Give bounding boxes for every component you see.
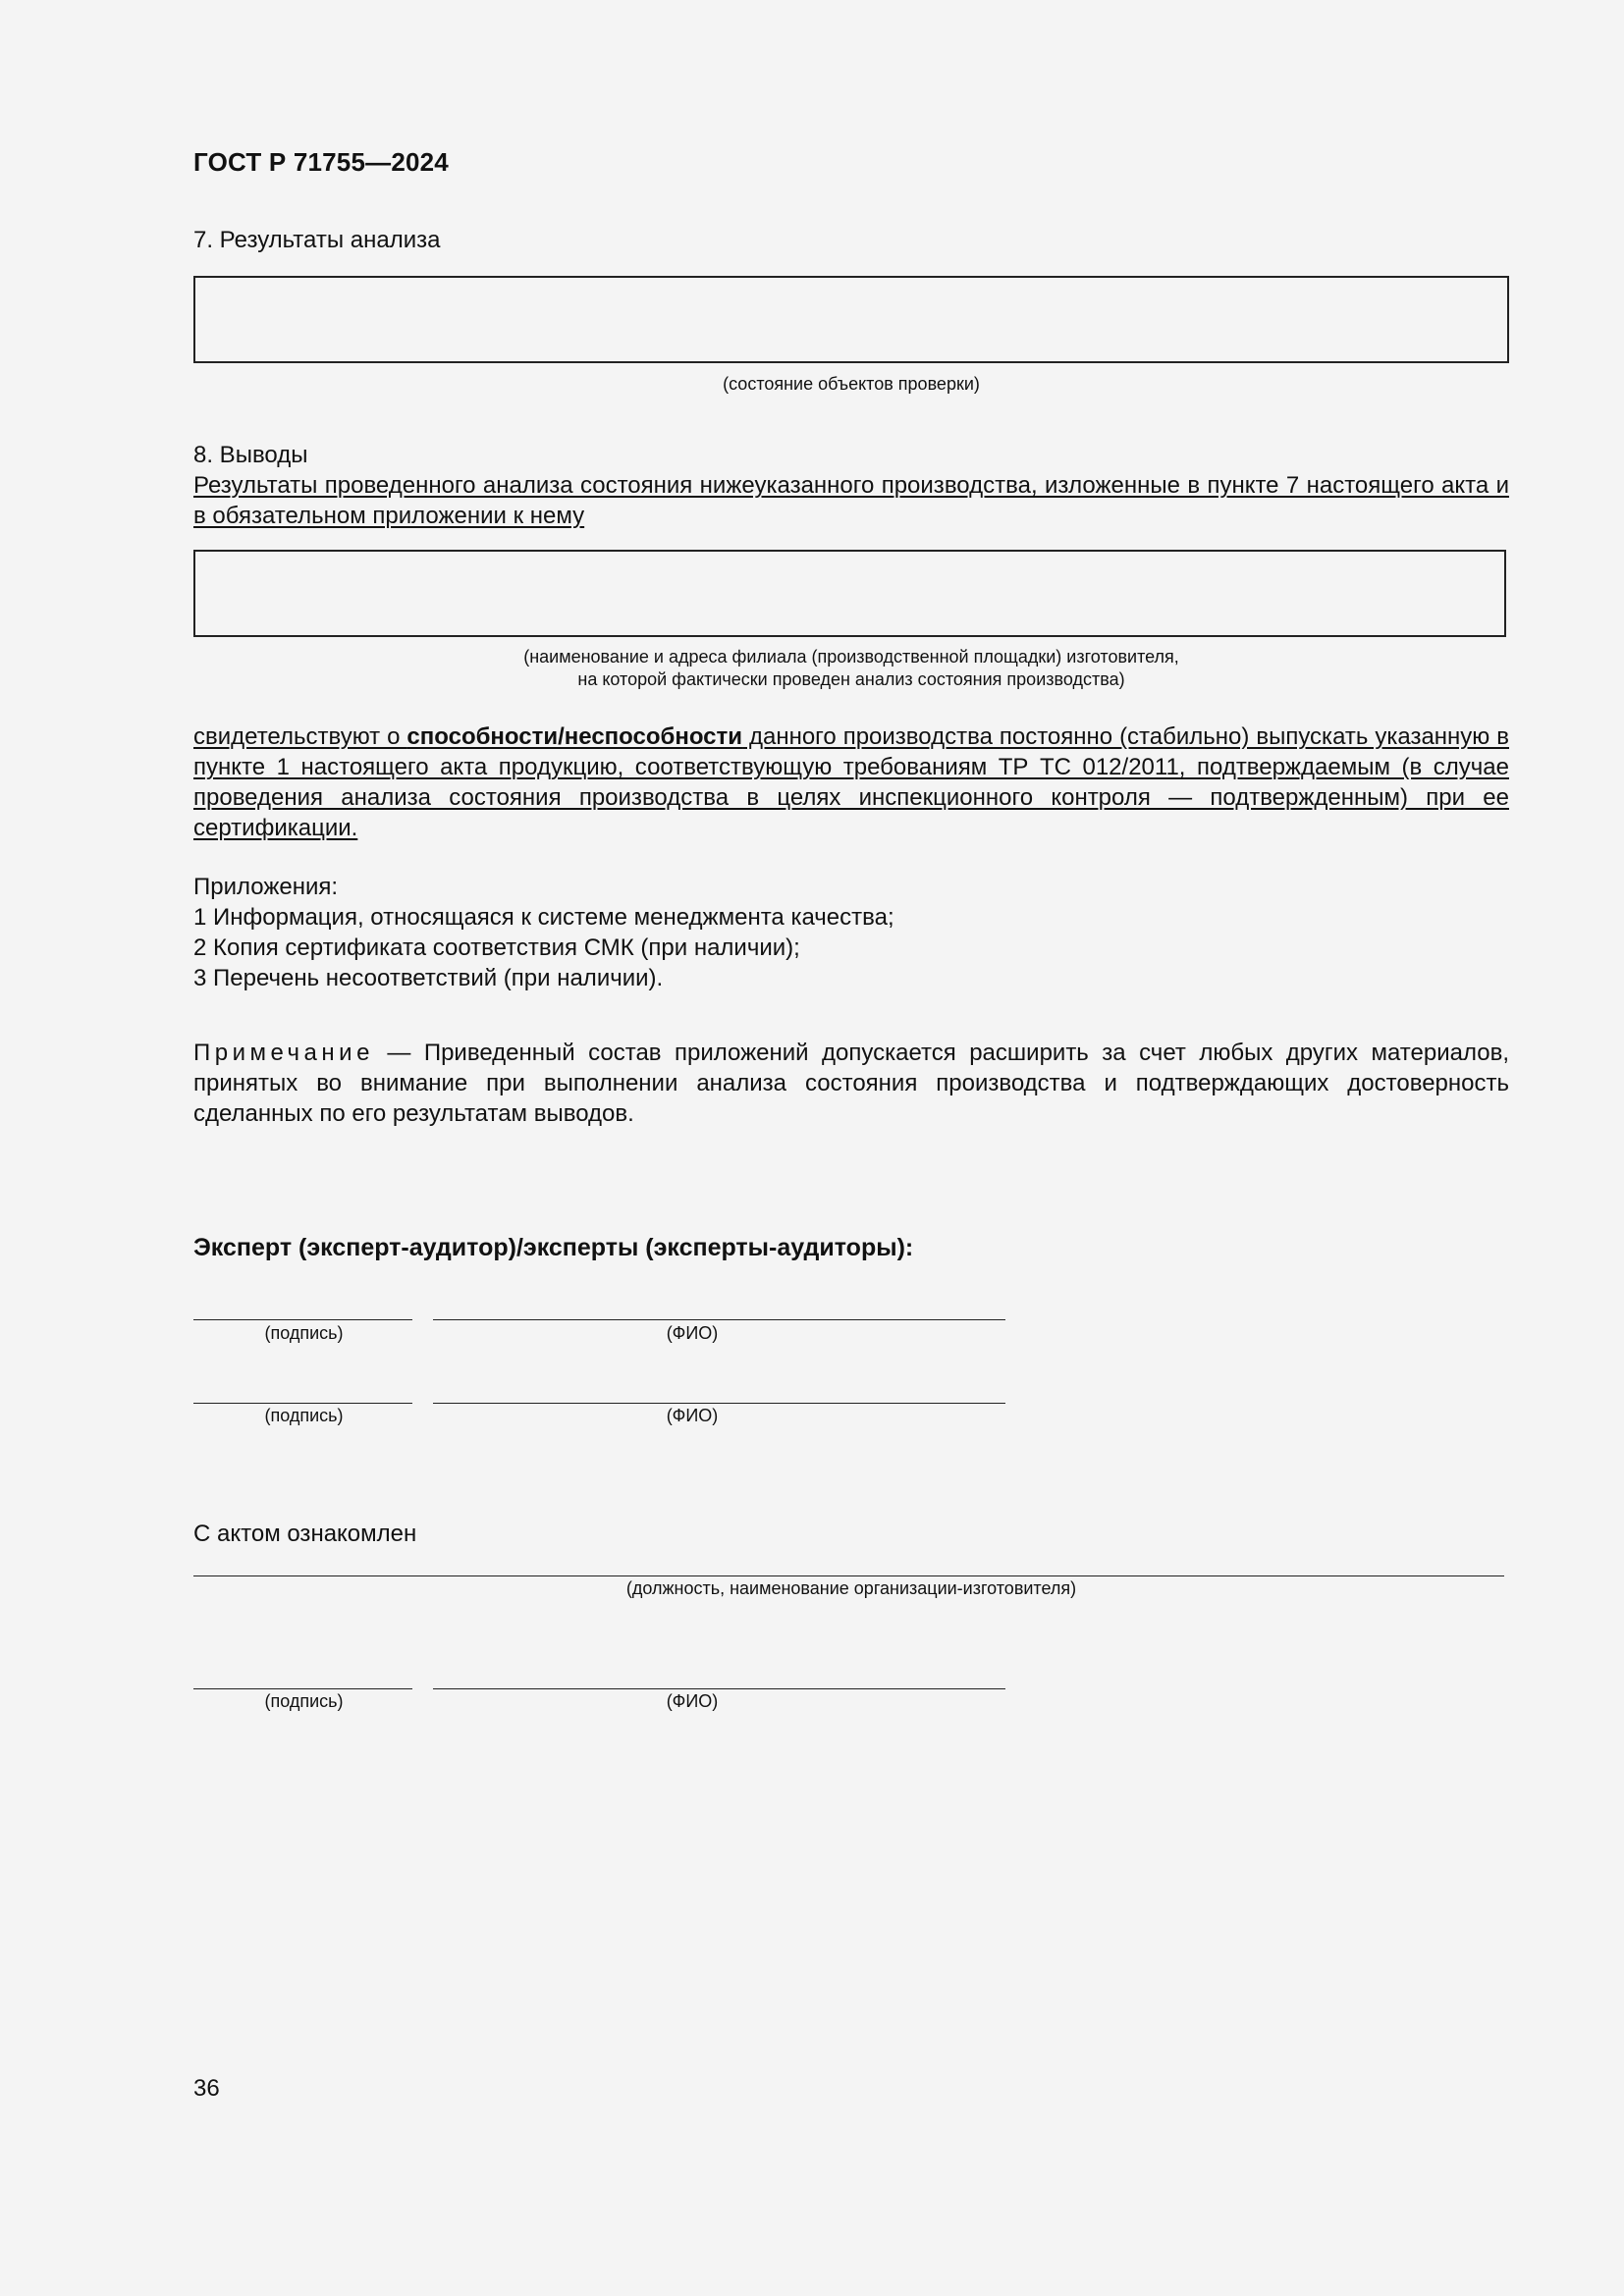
expert-1-name-line[interactable] (433, 1319, 1005, 1320)
analysis-results-field[interactable] (193, 276, 1509, 363)
acknowledger-name-caption: (ФИО) (666, 1691, 719, 1711)
expert-1-signature-caption: (подпись) (264, 1323, 344, 1343)
expert-1-signature-line[interactable] (193, 1319, 412, 1320)
branch-address-caption-line-1: (наименование и адреса филиала (производственной площадки) изготовителя, (523, 647, 1179, 667)
position-organization-line[interactable] (193, 1575, 1504, 1576)
branch-address-caption (193, 646, 1509, 691)
expert-2-name-line[interactable] (433, 1403, 1005, 1404)
section-8-title: 8. Выводы (193, 442, 308, 468)
expert-2-signature-line[interactable] (193, 1403, 412, 1404)
branch-address-field[interactable] (193, 550, 1506, 637)
position-organization-caption: (должность, наименование организации-изготовителя) (625, 1578, 1077, 1598)
conclusion-text-after: данного производства постоянно (стабильно) выпускать указанную в пункте 1 настоящего акта продукцию, соответствующую требованиям ТР ТС 012/2011, подтверждаемым (в случае проведения анализа состояния производства в целях инспекционного контроля — подтвержденным) при ее сертификации. (193, 723, 1509, 841)
appendix-item-2: 2 Копия сертификата соответствия СМК (при наличии); (193, 934, 800, 961)
appendices-title: Приложения: (193, 874, 339, 900)
page-number: 36 (193, 2075, 220, 2102)
note-paragraph (193, 1038, 1509, 1129)
acknowledger-name-line[interactable] (433, 1688, 1005, 1689)
note-label: Примечание (193, 1040, 374, 1066)
conclusion-paragraph (193, 721, 1509, 843)
appendices-block (193, 872, 894, 993)
acknowledger-signature-caption: (подпись) (264, 1691, 344, 1711)
conclusion-capability-term: способности/неспособности (406, 723, 743, 750)
branch-address-caption-line-2: на которой фактически проведен анализ состояния производства) (577, 669, 1125, 689)
analysis-results-caption: (состояние объектов проверки) (723, 374, 980, 394)
appendix-item-1: 1 Информация, относящаяся к системе менеджмента качества; (193, 904, 894, 931)
note-text: — Приведенный состав приложений допускается расширить за счет любых других материалов, принятых во внимание при выполнении анализа состояния производства и подтверждающих достоверность сделанных по его результатам выводов. (193, 1040, 1509, 1127)
conclusions-intro: Результаты проведенного анализа состояния нижеуказанного производства, изложенные в пункте 7 настоящего акта и в обязательном приложении к нему (193, 472, 1509, 529)
section-7-title: 7. Результаты анализа (193, 227, 441, 253)
expert-2-signature-caption: (подпись) (264, 1406, 344, 1425)
expert-2-name-caption: (ФИО) (666, 1406, 719, 1425)
experts-title: Эксперт (эксперт-аудитор)/эксперты (эксперты-аудиторы): (193, 1234, 914, 1261)
expert-1-name-caption: (ФИО) (666, 1323, 719, 1343)
acknowledger-signature-line[interactable] (193, 1688, 412, 1689)
acknowledgement-title: С актом ознакомлен (193, 1521, 417, 1547)
appendix-item-3: 3 Перечень несоответствий (при наличии). (193, 965, 664, 991)
document-code: ГОСТ Р 71755—2024 (193, 147, 449, 177)
conclusion-text-before: свидетельствуют о (193, 723, 407, 750)
